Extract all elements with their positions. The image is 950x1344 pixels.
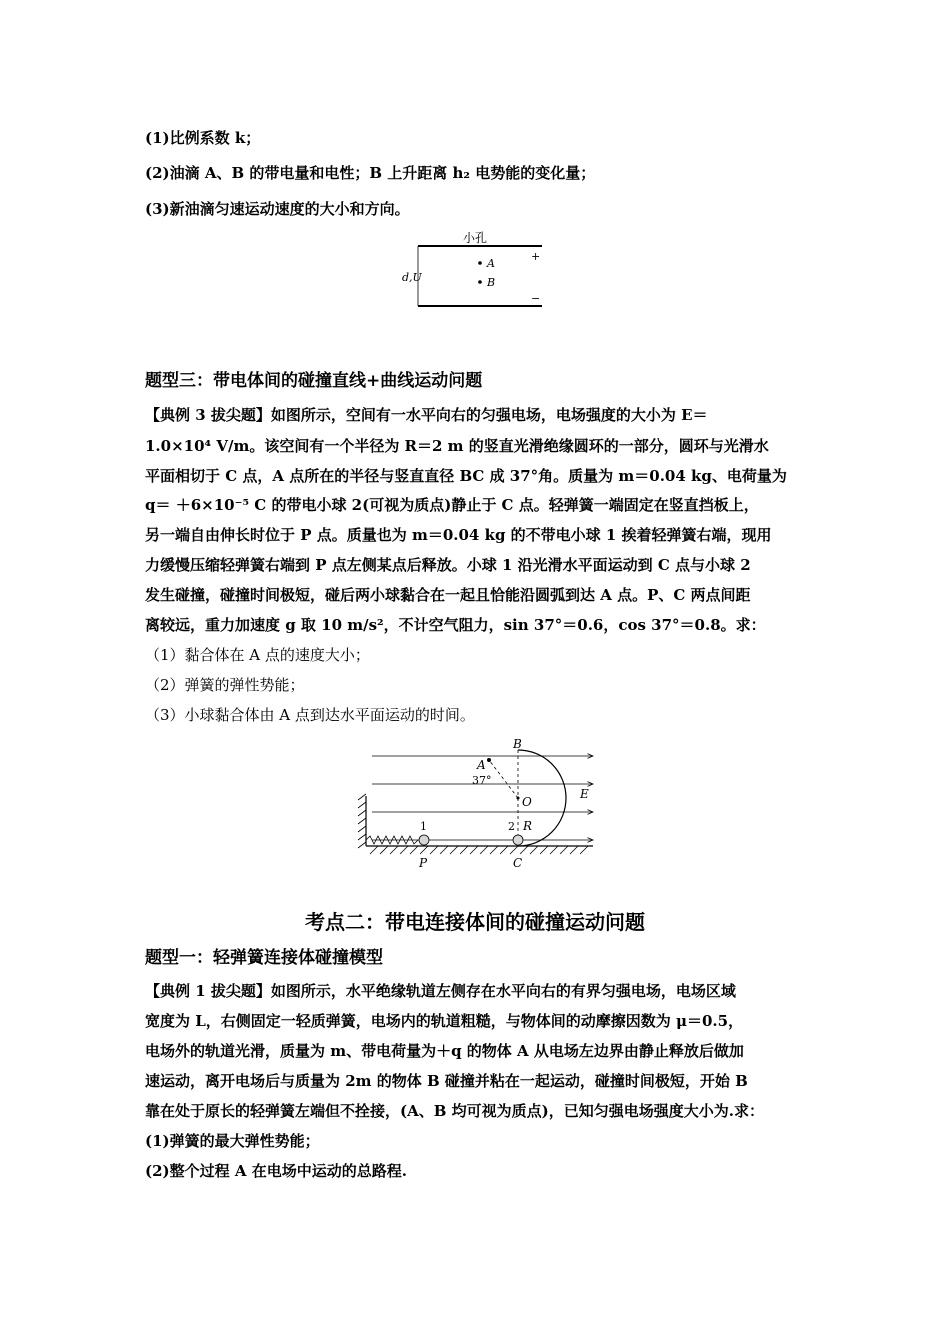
paragraph-line: 1.0×10⁴ V/m。该空间有一个半径为 R＝2 m 的竖直光滑绝缘圆环的一部分，圆环与光滑水: [145, 437, 769, 455]
capacitor-figure: [400, 228, 560, 313]
svg-text:A: A: [487, 257, 495, 270]
svg-text:B: B: [487, 276, 496, 289]
question-line: (2)油滴 A、B 的带电量和电性；B 上升距离 h₂ 电势能的变化量；: [145, 164, 596, 182]
svg-text:P: P: [419, 856, 428, 870]
svg-text:2: 2: [508, 820, 515, 833]
paragraph-line: 靠在处于原长的轻弹簧左端但不拴接，(A、B 均可视为质点)，已知匀强电场强度大小为.求：: [145, 1102, 764, 1120]
svg-text:B: B: [513, 737, 522, 751]
question-line: （3）小球黏合体由 A 点到达水平面运动的时间。: [145, 706, 475, 724]
svg-text:C: C: [513, 856, 523, 870]
section-title: 题型一：轻弹簧连接体碰撞模型: [145, 948, 383, 968]
svg-text:E: E: [580, 787, 589, 801]
svg-text:O: O: [522, 795, 532, 809]
hole-label: 小孔: [463, 231, 488, 245]
paragraph-line: 【典例 1 拔尖题】如图所示，水平绝缘轨道左侧存在水平向右的有界匀强电场，电场区域: [145, 982, 736, 1000]
paragraph-line: 平面相切于 C 点，A 点所在的半径与竖直直径 BC 成 37°角。质量为 m＝0.04 kg、电荷量为: [145, 467, 787, 485]
svg-text:R: R: [523, 819, 533, 833]
paragraph-line: 另一端自由伸长时位于 P 点。质量也为 m＝0.04 kg 的不带电小球 1 挨着轻弹簧右端，现用: [145, 526, 772, 544]
paragraph-line: 离较远，重力加速度 g 取 10 m/s²，不计空气阻力，sin 37°＝0.6，cos 37°＝0.8。求：: [145, 616, 766, 634]
question-line: (2)整个过程 A 在电场中运动的总路程.: [145, 1162, 407, 1180]
section-title: 题型三：带电体间的碰撞直线+曲线运动问题: [145, 371, 483, 391]
paragraph-line: 发生碰撞，碰撞时间极短，碰后两小球黏合在一起且恰能沿圆弧到达 A 点。P、C 两点间距: [145, 586, 751, 604]
svg-text:−: −: [531, 292, 541, 305]
paragraph-line: q＝ ＋6×10⁻⁵ C 的带电小球 2(可视为质点)静止于 C 点。轻弹簧一端固定在竖直挡板上，: [145, 496, 759, 514]
question-line: (1)弹簧的最大弹性势能；: [145, 1132, 320, 1150]
paragraph-line: 力缓慢压缩轻弹簧右端到 P 点左侧某点后释放。小球 1 沿光滑水平面运动到 C 点与小球 2: [145, 556, 751, 574]
question-line: (3)新油滴匀速运动速度的大小和方向。: [145, 200, 410, 218]
question-line: （1）黏合体在 A 点的速度大小；: [145, 646, 370, 664]
paragraph-line: 速运动，离开电场后与质量为 2m 的物体 B 碰撞并粘在一起运动，碰撞时间极短，开始 B: [145, 1072, 748, 1090]
svg-text:A: A: [477, 758, 486, 772]
paragraph-line: 宽度为 L，右侧固定一轻质弹簧，电场内的轨道粗糙，与物体间的动摩擦因数为 μ＝0.5，: [145, 1012, 744, 1030]
paragraph-line: 【典例 3 拔尖题】如图所示，空间有一水平向右的匀强电场，电场强度的大小为 E＝: [145, 406, 708, 424]
svg-text:37°: 37°: [472, 774, 492, 787]
paragraph-line: 电场外的轨道光滑，质量为 m、带电荷量为＋q 的物体 A 从电场左边界由静止释放后做加: [145, 1042, 744, 1060]
question-line: (1)比例系数 k；: [145, 129, 261, 147]
svg-text:1: 1: [420, 820, 427, 833]
chapter-title: 考点二：带电连接体间的碰撞运动问题: [305, 910, 645, 934]
loop-track-figure: [348, 736, 598, 872]
question-line: （2）弹簧的弹性势能；: [145, 676, 305, 694]
svg-text:+: +: [531, 250, 541, 263]
svg-text:d,U: d,U: [402, 271, 422, 284]
